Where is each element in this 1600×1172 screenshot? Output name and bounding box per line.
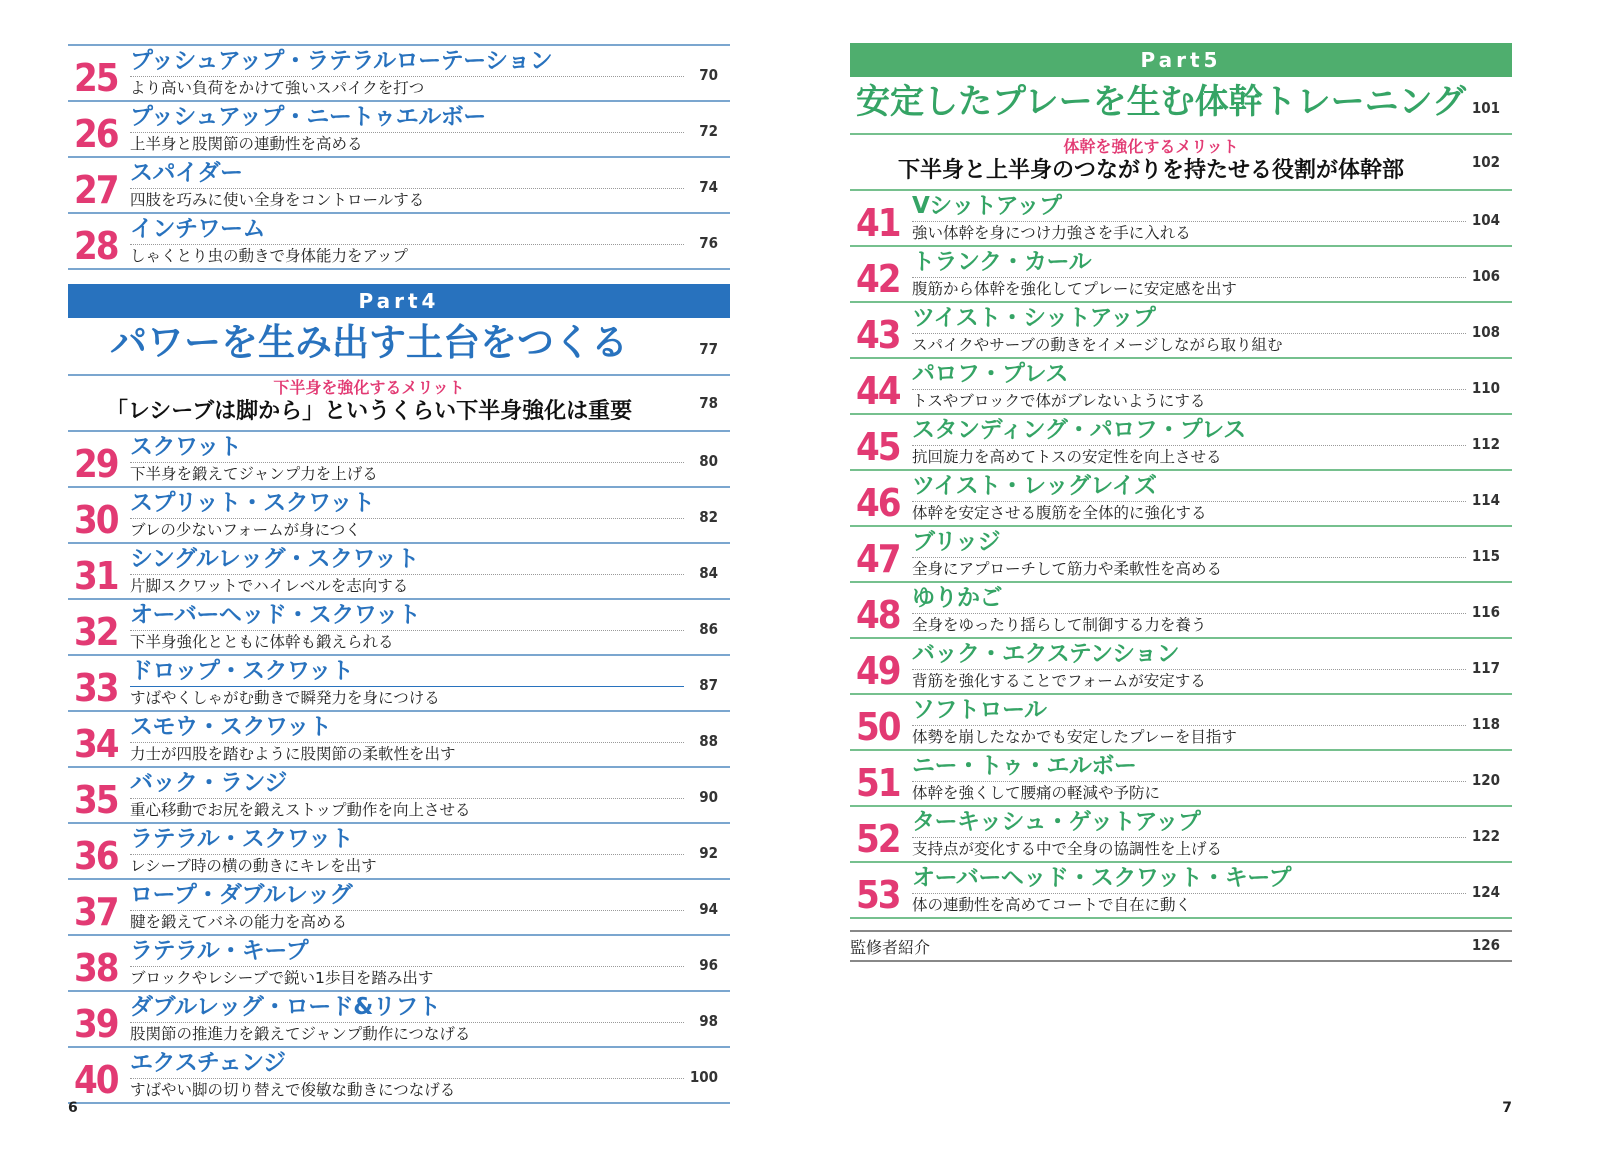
- entry-title: ラテラル・キープ: [130, 938, 309, 964]
- entry-number: 27: [74, 168, 118, 212]
- part4-title: パワーを生み出す土台をつくる: [110, 321, 628, 364]
- page-number: 80: [699, 452, 718, 470]
- dotted-leader: [912, 389, 1466, 390]
- entry-description: 全身をゆったり揺らして制御する力を養う: [912, 615, 1210, 635]
- page-number: 110: [1471, 379, 1500, 397]
- entry-number: 44: [856, 369, 900, 413]
- dotted-leader: [912, 725, 1466, 726]
- dotted-leader: [912, 669, 1466, 670]
- entry-number: 50: [856, 705, 900, 749]
- toc-entry[interactable]: [68, 214, 730, 270]
- entry-description: 支持点が変化する中で全身の協調性を上げる: [912, 839, 1226, 859]
- entry-title: パロフ・プレス: [912, 361, 1068, 387]
- entry-number: 52: [856, 817, 900, 861]
- entry-title: シングルレッグ・スクワット: [130, 546, 419, 572]
- entry-description: ブロックやレシーブで鋭い1歩目を踏み出す: [130, 968, 437, 988]
- toc-entry[interactable]: [850, 527, 1512, 583]
- left-page: [68, 0, 730, 1172]
- dotted-leader: [912, 333, 1466, 334]
- toc-entry[interactable]: [68, 432, 730, 488]
- toc-entry[interactable]: [68, 768, 730, 824]
- dotted-leader: [130, 462, 684, 463]
- entry-title: トランク・カール: [912, 249, 1092, 275]
- toc-entry[interactable]: [850, 639, 1512, 695]
- entry-description: すばやい脚の切り替えで俊敏な動きにつなげる: [130, 1080, 459, 1100]
- entry-description: 下半身強化とともに体幹も鍛えられる: [130, 632, 398, 652]
- entry-description: すばやくしゃがむ動きで瞬発力を身につける: [130, 688, 444, 708]
- entry-title: スパイダー: [130, 160, 243, 186]
- dotted-leader: [130, 132, 684, 133]
- dotted-leader: [130, 910, 684, 911]
- part5-merit-row[interactable]: [850, 135, 1512, 191]
- entry-description: レシーブ時の横の動きにキレを出す: [130, 856, 381, 876]
- entry-description: トスやブロックで体がブレないようにする: [912, 391, 1209, 411]
- toc-entry[interactable]: [68, 992, 730, 1048]
- entry-description: 片脚スクワットでハイレベルを志向する: [130, 576, 412, 596]
- entry-number: 46: [856, 481, 900, 525]
- supervisor-label: 監修者紹介: [850, 938, 931, 957]
- page-number: 76: [699, 234, 718, 252]
- toc-entry[interactable]: [850, 807, 1512, 863]
- entry-title: ロープ・ダブルレッグ: [130, 882, 353, 908]
- page-number: 70: [699, 66, 718, 84]
- entry-title: ツイスト・シットアップ: [912, 305, 1156, 331]
- dotted-leader: [130, 518, 684, 519]
- toc-entry[interactable]: [68, 102, 730, 158]
- page-number: 118: [1471, 715, 1500, 733]
- dotted-leader: [130, 574, 684, 575]
- entry-title: バック・エクステンション: [912, 641, 1180, 667]
- toc-entry[interactable]: [850, 359, 1512, 415]
- toc-entry[interactable]: [850, 695, 1512, 751]
- entry-number: 43: [856, 313, 900, 357]
- entry-description: 上半身と股関節の連動性を高める: [130, 134, 367, 154]
- page-folio-right: 7: [1502, 1100, 1512, 1116]
- entry-title: スクワット: [130, 434, 242, 460]
- toc-entry[interactable]: [68, 600, 730, 656]
- entry-title: ツイスト・レッグレイズ: [912, 473, 1157, 499]
- entry-title: オーバーヘッド・スクワット・キープ: [912, 865, 1292, 891]
- toc-entry[interactable]: [68, 824, 730, 880]
- entry-number: 25: [74, 56, 118, 100]
- page-number: 94: [699, 900, 718, 918]
- right-page: [850, 0, 1512, 1172]
- entry-number: 26: [74, 112, 118, 156]
- dotted-leader: [130, 244, 684, 245]
- page-folio-left: 6: [68, 1100, 78, 1116]
- toc-entry[interactable]: [850, 247, 1512, 303]
- page-number: 112: [1471, 435, 1500, 453]
- entry-title: ゆりかご: [912, 585, 1002, 611]
- dotted-leader: [130, 798, 684, 799]
- toc-entry[interactable]: [68, 712, 730, 768]
- page-number: 86: [699, 620, 718, 638]
- dotted-leader: [912, 277, 1466, 278]
- page-number: 115: [1471, 547, 1500, 565]
- entry-number: 47: [856, 537, 900, 581]
- entry-title: ラテラル・スクワット: [130, 826, 354, 852]
- entry-number: 39: [74, 1002, 118, 1046]
- entry-title: スモウ・スクワット: [130, 714, 332, 740]
- dotted-leader: [912, 613, 1466, 614]
- merit-subtitle: 下半身を強化するメリット: [273, 378, 465, 397]
- toc-entry[interactable]: [68, 1048, 730, 1104]
- entry-number: 31: [74, 554, 118, 598]
- entry-description: 重心移動でお尻を鍛えストップ動作を向上させる: [130, 800, 475, 820]
- entry-number: 37: [74, 890, 118, 934]
- entry-description: 強い体幹を身につけ力強さを手に入れる: [912, 223, 1195, 243]
- page-number: 77: [699, 340, 718, 358]
- part5-title-row[interactable]: [850, 77, 1512, 135]
- supervisor-intro-row[interactable]: [850, 930, 1512, 962]
- dotted-leader: [130, 1022, 684, 1023]
- entry-number: 40: [74, 1058, 118, 1102]
- entry-title: ソフトロール: [912, 697, 1047, 723]
- part4-banner: Part4: [68, 284, 730, 318]
- page-number: 102: [1471, 153, 1500, 171]
- dotted-leader: [130, 76, 684, 77]
- entry-number: 45: [856, 425, 900, 469]
- page-number: 122: [1471, 827, 1500, 845]
- page-number: 106: [1471, 267, 1500, 285]
- dotted-leader: [912, 837, 1466, 838]
- dotted-leader: [130, 742, 684, 743]
- entry-description: 背筋を強化することでフォームが安定する: [912, 671, 1210, 691]
- toc-entry[interactable]: [68, 488, 730, 544]
- entry-title: エクスチェンジ: [130, 1050, 286, 1076]
- entry-title: オーバーヘッド・スクワット: [130, 602, 421, 628]
- toc-entry[interactable]: [850, 471, 1512, 527]
- entry-number: 36: [74, 834, 118, 878]
- entry-number: 51: [856, 761, 900, 805]
- toc-entry[interactable]: [850, 303, 1512, 359]
- dotted-leader: [130, 1078, 684, 1079]
- toc-entry[interactable]: [68, 880, 730, 936]
- entry-number: 29: [74, 442, 118, 486]
- merit-heading: 下半身と上半身のつながりを持たせる役割が体幹部: [897, 158, 1404, 183]
- entry-title: ターキッシュ・ゲットアップ: [912, 809, 1201, 835]
- part5-banner: Part5: [850, 43, 1512, 77]
- entry-number: 33: [74, 666, 118, 710]
- entry-title: バック・ランジ: [130, 770, 287, 796]
- toc-entry[interactable]: [850, 415, 1512, 471]
- toc-entry[interactable]: [850, 191, 1512, 247]
- toc-entry[interactable]: [850, 751, 1512, 807]
- entry-title: プッシュアップ・ニートゥエルボー: [130, 104, 486, 130]
- part4-merit-row[interactable]: [68, 376, 730, 432]
- entry-title: インチワーム: [130, 216, 265, 242]
- part5-title: 安定したプレーを生む体幹トレーニング: [856, 82, 1466, 122]
- dotted-leader: [130, 854, 684, 855]
- entry-number: 42: [856, 257, 900, 301]
- entry-description: 股関節の推進力を鍛えてジャンプ動作につなげる: [130, 1024, 474, 1044]
- page-number: 120: [1471, 771, 1500, 789]
- page-number: 101: [1471, 99, 1500, 117]
- entry-number: 32: [74, 610, 118, 654]
- dotted-leader: [912, 893, 1466, 894]
- page-number: 116: [1471, 603, 1500, 621]
- entry-number: 28: [74, 224, 118, 268]
- toc-list-part5: [850, 191, 1512, 919]
- entry-description: 体幹を安定させる腹筋を全体的に強化する: [912, 503, 1211, 523]
- entry-description: しゃくとり虫の動きで身体能力をアップ: [130, 246, 412, 266]
- dotted-leader: [130, 966, 684, 967]
- merit-heading: 「レシーブは脚から」というくらい下半身強化は重要: [105, 399, 633, 424]
- entry-description: 腱を鍛えてバネの能力を高める: [130, 912, 351, 932]
- page-number: 82: [699, 508, 718, 526]
- page-number: 78: [699, 394, 718, 412]
- dotted-leader: [912, 781, 1466, 782]
- entry-description: 四肢を巧みに使い全身をコントロールする: [130, 190, 428, 210]
- part4-title-row[interactable]: [68, 318, 730, 376]
- entry-description: 力士が四股を踏むように股関節の柔軟性を出す: [130, 744, 460, 764]
- entry-description: スパイクやサーブの動きをイメージしながら取り組む: [912, 335, 1286, 355]
- entry-number: 53: [856, 873, 900, 917]
- toc-entry[interactable]: [850, 863, 1512, 919]
- page-number: 90: [699, 788, 718, 806]
- toc-entry[interactable]: [68, 544, 730, 600]
- entry-description: 下半身を鍛えてジャンプ力を上げる: [130, 464, 382, 484]
- page-number: 126: [1471, 936, 1500, 954]
- entry-title: ニー・トゥ・エルボー: [912, 753, 1137, 779]
- page-number: 104: [1471, 211, 1500, 229]
- entry-number: 30: [74, 498, 118, 542]
- entry-title: スプリット・スクワット: [130, 490, 375, 516]
- page-number: 88: [699, 732, 718, 750]
- entry-number: 41: [856, 201, 900, 245]
- toc-list-part3-tail: [68, 46, 730, 270]
- toc-entry[interactable]: [68, 936, 730, 992]
- entry-description: 体勢を崩したなかでも安定したプレーを目指す: [912, 727, 1241, 747]
- entry-description: より高い負荷をかけて強いスパイクを打つ: [130, 78, 428, 98]
- page-number: 108: [1471, 323, 1500, 341]
- toc-entry[interactable]: [68, 46, 730, 102]
- entry-title: プッシュアップ・ラテラルローテーション: [130, 48, 553, 74]
- entry-description: 体の連動性を高めてコートで自在に動く: [912, 895, 1195, 915]
- entry-description: ブレの少ないフォームが身につく: [130, 520, 365, 540]
- page-number: 114: [1471, 491, 1500, 509]
- toc-list-part4: [68, 432, 730, 1104]
- entry-title: スタンディング・パロフ・プレス: [912, 417, 1246, 443]
- entry-title: ブリッジ: [912, 529, 1001, 555]
- dotted-leader: [912, 557, 1466, 558]
- entry-number: 35: [74, 778, 118, 822]
- dotted-leader: [130, 188, 684, 189]
- dotted-leader: [912, 221, 1466, 222]
- entry-number: 49: [856, 649, 900, 693]
- page-number: 100: [689, 1068, 718, 1086]
- page-number: 117: [1471, 659, 1500, 677]
- page-number: 87: [699, 676, 718, 694]
- dotted-leader: [912, 501, 1466, 502]
- merit-subtitle: 体幹を強化するメリット: [1063, 137, 1239, 156]
- entry-number: 48: [856, 593, 900, 637]
- entry-number: 34: [74, 722, 118, 766]
- page-number: 84: [699, 564, 718, 582]
- entry-description: 全身にアプローチして筋力や柔軟性を高める: [912, 559, 1226, 579]
- entry-title: ドロップ・スクワット: [130, 658, 354, 684]
- entry-description: 抗回旋力を高めてトスの安定性を向上させる: [912, 447, 1226, 467]
- entry-description: 腹筋から体幹を強化してプレーに安定感を出す: [912, 279, 1241, 299]
- page-number: 74: [699, 178, 718, 196]
- page-number: 72: [699, 122, 718, 140]
- page-number: 124: [1471, 883, 1500, 901]
- page-number: 96: [699, 956, 718, 974]
- toc-entry[interactable]: [68, 656, 730, 712]
- page-number: 98: [699, 1012, 718, 1030]
- dotted-leader: [130, 630, 684, 631]
- entry-title: ダブルレッグ・ロード&リフト: [130, 994, 441, 1020]
- entry-description: 体幹を強くして腰痛の軽減や予防に: [912, 783, 1164, 803]
- entry-title: Vシットアップ: [912, 193, 1062, 219]
- dotted-leader: [912, 445, 1466, 446]
- page-number: 92: [699, 844, 718, 862]
- entry-number: 38: [74, 946, 118, 990]
- toc-entry[interactable]: [850, 583, 1512, 639]
- dotted-leader: [130, 686, 684, 687]
- toc-entry[interactable]: [68, 158, 730, 214]
